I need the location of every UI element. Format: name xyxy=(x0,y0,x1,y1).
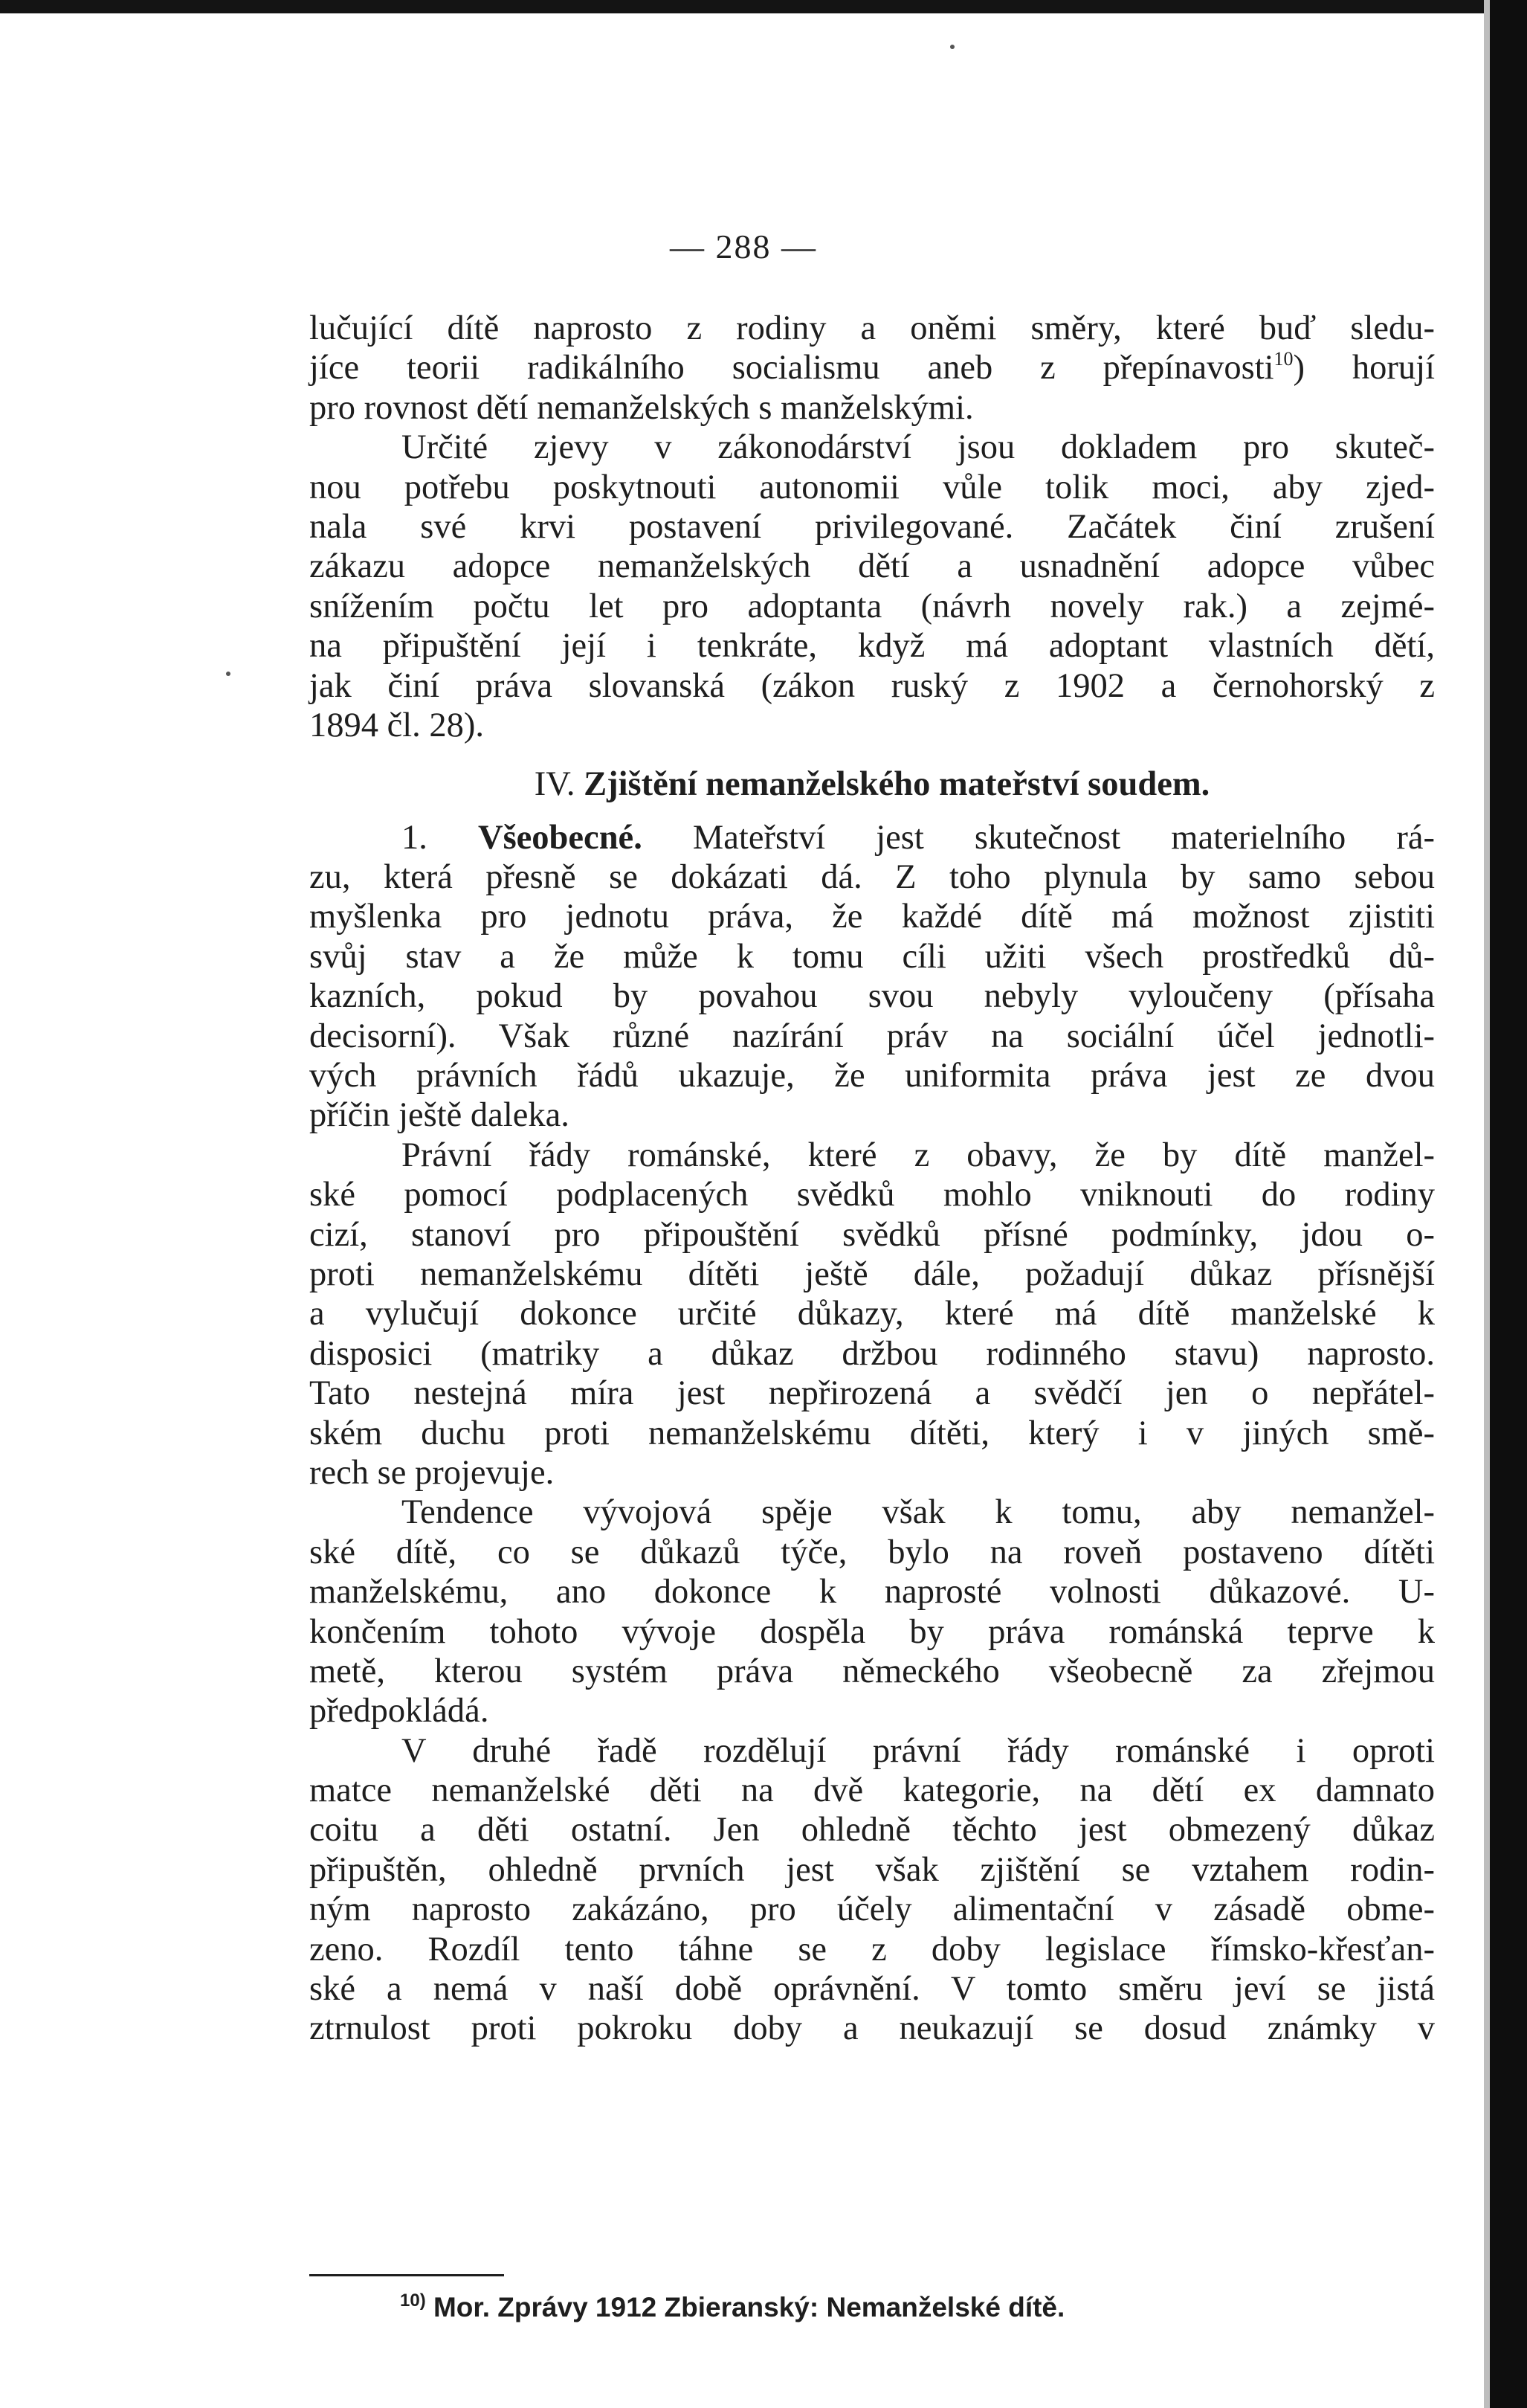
text-line: ztrnulost proti pokroku doby a neukazují se dosud známky v xyxy=(309,2009,1435,2048)
scan-page-edge xyxy=(1484,0,1490,2408)
text-line: manželskému, ano dokonce k naprosté volnosti důkazové. U- xyxy=(309,1573,1435,1612)
text-line: vých právních řádů ukazuje, že uniformita práva jest ze dvou xyxy=(309,1057,1435,1095)
text-line: nou potřebu poskytnouti autonomii vůle tolik moci, aby zjed- xyxy=(309,468,1435,506)
text-line: ském duchu proti nemanželskému dítěti, který i v jiných smě- xyxy=(309,1414,1435,1452)
text-line: ské pomocí podplacených svědků mohlo vniknouti do rodiny xyxy=(309,1176,1435,1214)
text-line: snížením počtu let pro adoptanta (návrh novely rak.) a zejmé- xyxy=(309,587,1435,625)
text-line: decisorní). Však různé nazírání práv na sociální účel jednotli- xyxy=(309,1017,1435,1055)
text-line: ské a nemá v naší době oprávnění. V tomto směru jeví se jistá xyxy=(309,1970,1435,2009)
text-line: na připuštění její i tenkráte, když má adoptant vlastních dětí, xyxy=(309,627,1435,666)
text-line: 1894 čl. 28). xyxy=(309,706,485,744)
text-line: zeno. Rozdíl tento táhne se z doby legislace římsko-křesťan- xyxy=(309,1930,1435,1968)
text-line: Tato nestejná míra jest nepřirozená a svědčí jen o nepřátel- xyxy=(309,1374,1435,1413)
page-number: — 288 — xyxy=(670,228,817,265)
text-line: lučující dítě naprosto z rodiny a oněmi směry, které buď sledu- xyxy=(309,309,1435,347)
text-line: proti nemanželskému dítěti ještě dále, požadují důkaz přísnější xyxy=(309,1255,1435,1293)
section-number: IV. xyxy=(534,765,575,804)
text-line: metě, kterou systém práva německého všeobecně za zřejmou xyxy=(309,1652,1435,1690)
text-line xyxy=(309,348,1435,387)
text-line: připuštěn, ohledně prvních jest však zjištění se vztahem rodin- xyxy=(309,1850,1435,1889)
text-line: matce nemanželské děti na dvě kategorie, na dětí ex damnato xyxy=(309,1771,1435,1810)
text-span: ) horují xyxy=(1293,349,1435,387)
text-line: cizí, stanoví pro připouštění svědků přísné podmínky, jdou o- xyxy=(309,1215,1435,1254)
text-line: coitu a děti ostatní. Jen ohledně těchto jest obmezený důkaz xyxy=(309,1811,1435,1850)
section-heading xyxy=(309,764,1435,804)
subsection-number: 1. xyxy=(401,818,427,857)
footnote-text: Mor. Zprávy 1912 Zbieranský: Nemanželské dítě. xyxy=(425,2292,1065,2322)
footnote xyxy=(400,2291,1065,2323)
text-line: Tendence vývojová spěje však k tomu, aby nemanžel- xyxy=(401,1493,1435,1532)
text-line: disposici (matriky a důkaz držbou rodinného stavu) naprosto. xyxy=(309,1334,1435,1373)
text-line: příčin ještě daleka. xyxy=(309,1096,569,1135)
text-line xyxy=(309,818,1435,857)
footnote-mark: 10) xyxy=(400,2291,426,2311)
text-span: Mateřství jest skutečnost materielního rá- xyxy=(642,818,1436,857)
text-line: pro rovnost dětí nemanželských s manželskými. xyxy=(309,388,974,427)
text-line: ným naprosto zakázáno, pro účely alimentační v zásadě obme- xyxy=(309,1890,1435,1929)
text-line: končením tohoto vývoje dospěla by práva románská teprve k xyxy=(309,1612,1435,1651)
subsection-title: Všeobecné. xyxy=(477,818,642,857)
text-line: nala své krvi postavení privilegované. Začátek činí zrušení xyxy=(309,507,1435,546)
footnote-reference[interactable]: 10 xyxy=(1273,348,1294,370)
text-line: rech se projevuje. xyxy=(309,1453,555,1492)
scan-speck xyxy=(226,672,230,676)
text-line: jak činí práva slovanská (zákon ruský z 1902 a černohorský z xyxy=(309,666,1435,705)
text-line: zákazu adopce nemanželských dětí a usnadnění adopce vůbec xyxy=(309,547,1435,586)
text-line: V druhé řadě rozdělují právní řády románské i oproti xyxy=(401,1731,1435,1770)
text-line: svůj stav a že může k tomu cíli užiti všech prostředků dů- xyxy=(309,937,1435,976)
text-line: kazních, pokud by povahou svou nebyly vyloučeny (přísaha xyxy=(309,977,1435,1016)
text-line: Určité zjevy v zákonodárství jsou dokladem pro skuteč- xyxy=(401,428,1435,467)
text-line: zu, která přesně se dokázati dá. Z toho plynula by samo sebou xyxy=(309,858,1435,897)
scan-border-top xyxy=(0,0,1527,13)
text-span: jíce teorii radikálního socialismu aneb z přepínavosti xyxy=(309,349,1274,387)
text-line: předpokládá. xyxy=(309,1692,489,1731)
text-line: ské dítě, co se důkazů týče, bylo na roveň postaveno dítěti xyxy=(309,1533,1435,1571)
text-line: a vylučují dokonce určité důkazy, které má dítě manželské k xyxy=(309,1295,1435,1333)
body-text xyxy=(309,309,1435,2049)
scan-speck xyxy=(950,45,955,49)
scan-border-right xyxy=(1490,0,1527,2408)
text-line: myšlenka pro jednotu práva, že každé dítě má možnost zjistiti xyxy=(309,898,1435,936)
footnote-divider xyxy=(309,2274,504,2276)
section-title: Zjištění nemanželského mateřství soudem. xyxy=(584,765,1210,804)
text-line: Právní řády románské, které z obavy, že by dítě manžel- xyxy=(401,1136,1435,1174)
